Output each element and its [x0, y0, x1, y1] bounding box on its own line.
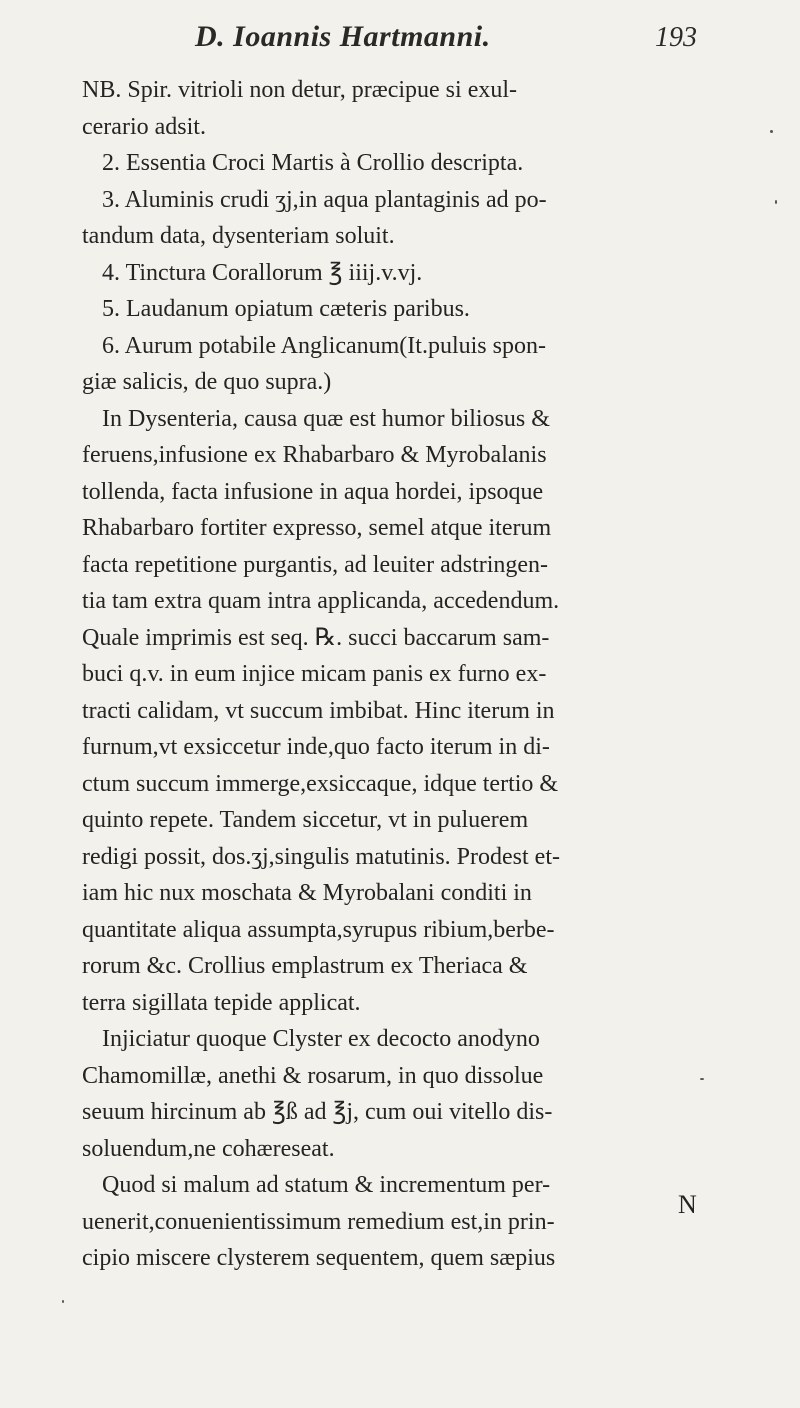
catchword: N — [678, 1190, 697, 1219]
text-line: 3. Aluminis crudi ʒj,in aqua plantaginis ad po- — [102, 186, 547, 213]
text-line: tia tam extra quam intra applicanda, accedendum. — [82, 588, 560, 614]
text-line: terra sigillata tepide applicat. — [82, 989, 361, 1016]
text-line: 5. Laudanum opiatum cæteris paribus. — [102, 296, 470, 322]
text-line: In Dysenteria, causa quæ est humor biliosus & — [102, 405, 550, 432]
ink-speck — [770, 130, 773, 133]
text-line: Quale imprimis est seq. ℞. succi baccarum sam- — [82, 624, 550, 651]
text-line: ctum succum immerge,exsiccaque, idque tertio & — [82, 770, 559, 797]
text-line: quantitate aliqua assumpta,syrupus ribium,berbe- — [82, 916, 555, 943]
page-header — [90, 8, 730, 60]
text-line: giæ salicis, de quo supra.) — [82, 369, 332, 395]
text-line: seuum hircinum ab ℥ß ad ℥j, cum oui vitello dis- — [82, 1099, 553, 1125]
text-line: furnum,vt exsiccetur inde,quo facto iterum in di- — [82, 734, 550, 760]
text-line: uenerit,conuenientissimum remedium est,in prin- — [82, 1208, 555, 1235]
text-line: rorum &c. Crollius emplastrum ex Theriaca & — [82, 953, 528, 979]
text-line: quinto repete. Tandem siccetur, vt in puluerem — [82, 807, 529, 833]
text-line: redigi possit, dos.ʒj,singulis matutinis. Prodest et- — [82, 843, 560, 870]
text-line: tracti calidam, vt succum imbibat. Hinc iterum in — [82, 697, 555, 724]
ink-speck — [62, 1300, 64, 1303]
ink-speck — [700, 1078, 704, 1080]
text-line: Injiciatur quoque Clyster ex decocto anodyno — [102, 1026, 540, 1052]
text-line: NB. Spir. vitrioli non detur, præcipue si exul- — [82, 77, 517, 103]
text-line: feruens,infusione ex Rhabarbaro & Myrobalanis — [82, 442, 547, 468]
text-line: buci q.v. in eum injice micam panis ex furno ex- — [82, 661, 547, 687]
text-line: Quod si malum ad statum & incrementum per- — [102, 1172, 551, 1198]
text-line: iam hic nux moschata & Myrobalani conditi in — [82, 880, 532, 906]
text-line: 6. Aurum potabile Anglicanum(It.puluis spon- — [102, 332, 546, 359]
ink-speck — [775, 200, 777, 204]
text-line: Chamomillæ, anethi & rosarum, in quo dissolue — [82, 1062, 544, 1089]
running-head: D. Ioannis Hartmanni. — [195, 20, 491, 53]
text-line: facta repetitione purgantis, ad leuiter adstringen- — [82, 551, 549, 578]
body-text — [82, 72, 732, 1277]
text-line: tandum data, dysenteriam soluit. — [82, 223, 395, 249]
text-line: Rhabarbaro fortiter expresso, semel atque iterum — [82, 515, 552, 541]
text-line: cerario adsit. — [82, 113, 206, 140]
text-line: 4. Tinctura Corallorum ℥ iiij.v.vj. — [102, 259, 423, 286]
text-line: tollenda, facta infusione in aqua hordei, ipsoque — [82, 478, 544, 505]
text-line: cipio miscere clysterem sequentem, quem sæpius — [82, 1245, 556, 1271]
text-line: soluendum,ne cohæreseat. — [82, 1135, 335, 1162]
page-number: 193 — [655, 22, 697, 53]
text-line: 2. Essentia Croci Martis à Crollio descripta. — [102, 150, 524, 176]
